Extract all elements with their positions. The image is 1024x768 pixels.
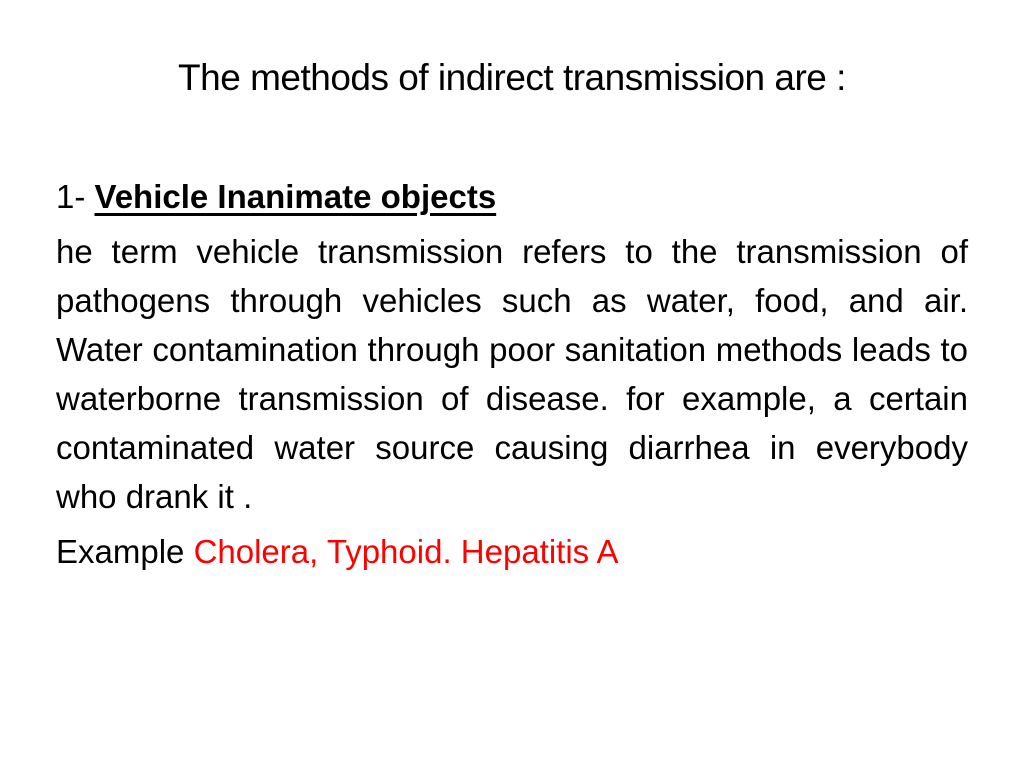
- item-number: 1-: [56, 178, 86, 215]
- item-heading-line: [56, 172, 968, 221]
- slide-title: The methods of indirect transmission are :: [178, 57, 846, 98]
- item-heading: Vehicle Inanimate objects: [94, 178, 497, 215]
- body-paragraph: he term vehicle transmission refers to the transmission of pathogens through vehicles such as water, food, and air. Water contamination through poor sanitation methods leads to waterborne transmission of disease. for example, a certain contaminated water source causing diarrhea in everybody who drank it .: [56, 233, 968, 515]
- slide-content: [56, 172, 968, 576]
- example-values: Cholera, Typhoid. Hepatitis A: [193, 533, 619, 570]
- example-line: [56, 527, 968, 576]
- example-label: Example: [56, 533, 185, 570]
